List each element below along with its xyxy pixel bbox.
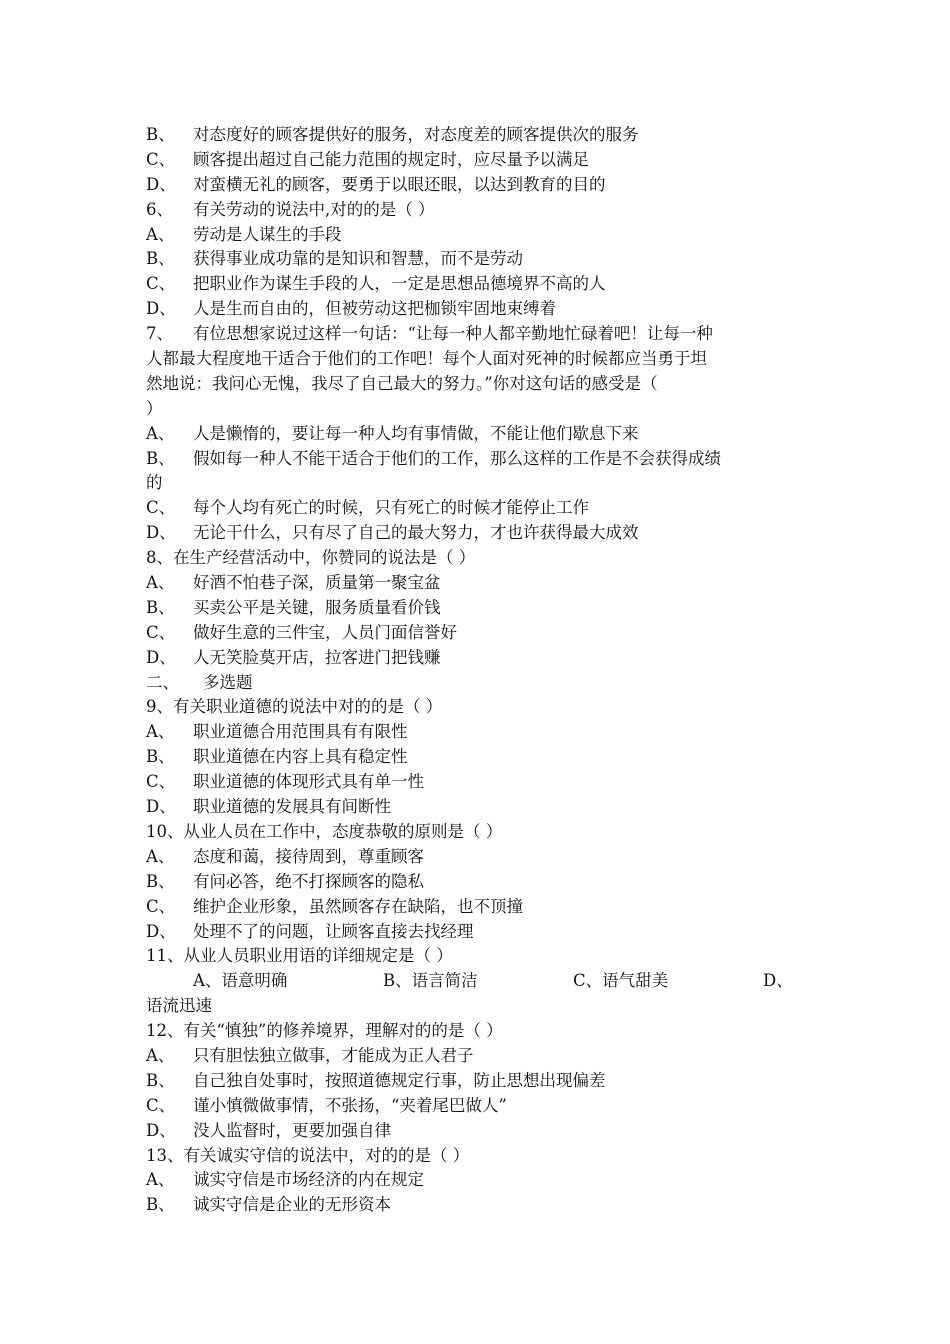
option-label: A、 (146, 423, 175, 443)
question-line (146, 695, 810, 720)
option-label: D、 (146, 174, 176, 194)
option-line (146, 596, 810, 621)
continuation-line: 然地说：我问心无愧，我尽了自己最大的努力。”你对这句话的感受是（ (146, 373, 658, 393)
option-label: B、 (146, 747, 175, 767)
option-text: 诚实守信是市场经济的内在规定 (193, 1170, 424, 1190)
option-line (146, 1119, 810, 1144)
option-text: 每个人均有死亡的时候，只有死亡的时候才能停止工作 (193, 498, 589, 518)
option-b: B、语言简洁 (383, 971, 478, 991)
option-line (146, 646, 810, 671)
option-line (146, 247, 810, 272)
option-label: B、 (146, 448, 175, 468)
option-label: A、 (146, 224, 175, 244)
option-label: D、 (146, 523, 176, 543)
question-text: 有关劳动的说法中,对的的是（ ） (193, 199, 435, 219)
option-label: B、 (146, 871, 175, 891)
option-label: C、 (146, 622, 176, 642)
option-line (146, 496, 810, 521)
option-label: D、 (146, 797, 176, 817)
option-label: B、 (146, 1070, 175, 1090)
option-line (146, 1168, 810, 1193)
option-text: 假如每一种人不能干适合于他们的工作，那么这样的工作是不会获得成绩 (193, 448, 721, 468)
option-label: C、 (146, 149, 176, 169)
option-label: B、 (146, 125, 175, 144)
question-text: 从业人员职业用语的详细规定是（ ） (183, 946, 453, 966)
option-text: 诚实守信是企业的无形资本 (193, 1195, 391, 1215)
section-number: 二、 (146, 672, 179, 692)
question-number: 10、 (146, 821, 184, 841)
option-text: 只有胆怯独立做事，才能成为正人君子 (193, 1045, 474, 1065)
continuation-line: 的 (146, 473, 163, 493)
option-text: 职业道德的体现形式具有单一性 (193, 772, 424, 792)
question-line (146, 198, 810, 223)
option-line (146, 123, 810, 148)
option-text: 顾客提出超过自己能力范围的规定时，应尽量予以满足 (193, 149, 589, 169)
option-label: B、 (146, 249, 175, 269)
option-label: C、 (146, 1095, 176, 1115)
question-number: 13、 (146, 1145, 184, 1165)
option-line (146, 297, 810, 322)
option-line (146, 895, 810, 920)
continuation-line: 语流迅速 (146, 996, 212, 1016)
option-text: 把职业作为谋生手段的人，一定是思想品德境界不高的人 (193, 274, 606, 294)
option-text: 没人监督时，更要加强自律 (193, 1120, 391, 1140)
options-row (146, 969, 810, 994)
continuation-line: 人都最大程度地干适合于他们的工作吧！每个人面对死神的时候都应当勇于坦 (146, 349, 707, 369)
option-line (146, 870, 810, 895)
option-text: 获得事业成功靠的是知识和智慧，而不是劳动 (193, 249, 523, 269)
question-number: 6、 (146, 199, 173, 219)
option-line (146, 1069, 810, 1094)
option-line (146, 745, 810, 770)
question-text: 有关职业道德的说法中对的的是（ ） (173, 697, 443, 717)
question-text: 在生产经营活动中，你赞同的说法是（ ） (173, 548, 476, 568)
option-text: 维护企业形象，虽然顾客存在缺陷，也不顶撞 (193, 896, 523, 916)
question-number: 9、 (146, 697, 173, 717)
option-text: 对蛮横无礼的顾客，要勇于以眼还眼，以达到教育的目的 (193, 174, 606, 194)
option-line (146, 272, 810, 297)
question-line (146, 546, 810, 571)
option-line (146, 845, 810, 870)
option-line (146, 173, 810, 198)
option-line (146, 422, 810, 447)
option-line (146, 621, 810, 646)
question-line (146, 322, 810, 347)
option-line (146, 720, 810, 745)
question-number: 7、 (146, 324, 173, 344)
option-a: A、语意明确 (193, 971, 288, 991)
question-line (146, 944, 810, 969)
option-line (146, 770, 810, 795)
option-label: C、 (146, 274, 176, 294)
option-line (146, 795, 810, 820)
section-heading (146, 671, 810, 696)
option-line (146, 223, 810, 248)
option-text: 态度和蔼，接待周到，尊重顾客 (193, 846, 424, 866)
option-label: A、 (146, 1170, 175, 1190)
option-text: 处理不了的问题，让顾客直接去找经理 (193, 921, 474, 941)
section-title: 多选题 (203, 672, 253, 692)
option-label: B、 (146, 597, 175, 617)
option-label: C、 (146, 772, 176, 792)
option-line (146, 148, 810, 173)
option-text: 有问必答，绝不打探顾客的隐私 (193, 871, 424, 891)
option-line (146, 1193, 810, 1218)
option-d: D、 (763, 971, 793, 991)
option-label: C、 (146, 896, 176, 916)
option-label: D、 (146, 1120, 176, 1140)
option-label: A、 (146, 722, 175, 742)
option-text: 对态度好的顾客提供好的服务，对态度差的顾客提供次的服务 (193, 125, 639, 144)
question-line (146, 1144, 810, 1169)
continuation-line: ） (146, 398, 163, 418)
option-label: C、 (146, 498, 176, 518)
option-line (146, 521, 810, 546)
option-label: D、 (146, 921, 176, 941)
option-text: 做好生意的三件宝，人员门面信誉好 (193, 622, 457, 642)
option-text: 好酒不怕巷子深，质量第一聚宝盆 (193, 573, 441, 593)
option-text: 职业道德合用范围具有有限性 (193, 722, 408, 742)
question-line (146, 1019, 810, 1044)
option-text: 人无笑脸莫开店，拉客进门把钱赚 (193, 647, 441, 667)
option-label: D、 (146, 647, 176, 667)
option-text: 自己独自处事时，按照道德规定行事，防止思想出现偏差 (193, 1070, 606, 1090)
option-label: A、 (146, 846, 175, 866)
question-number: 8、 (146, 548, 173, 568)
option-c: C、语气甜美 (573, 971, 669, 991)
question-text: 从业人员在工作中，态度恭敬的原则是（ ） (183, 821, 503, 841)
option-text: 职业道德在内容上具有稳定性 (193, 747, 408, 767)
option-line (146, 1094, 810, 1119)
option-text: 谨小慎微做事情，不张扬，“夹着尾巴做人” (193, 1095, 507, 1115)
question-text: 有关诚实守信的说法中，对的的是（ ） (183, 1145, 470, 1165)
question-text: 有位思想家说过这样一句话：“让每一种人都辛勤地忙碌着吧！让每一种 (193, 324, 713, 344)
option-text: 无论干什么，只有尽了自己的最大努力，才也许获得最大成效 (193, 523, 639, 543)
option-line (146, 920, 810, 945)
option-text: 买卖公平是关键，服务质量看价钱 (193, 597, 441, 617)
option-line (146, 1044, 810, 1069)
option-label: D、 (146, 299, 176, 319)
option-text: 人是懒惰的，要让每一种人均有事情做，不能让他们歇息下来 (193, 423, 639, 443)
question-line (146, 820, 810, 845)
question-text: 有关“慎独”的修养境界，理解对的的是（ ） (183, 1021, 503, 1041)
option-label: A、 (146, 573, 175, 593)
option-label: B、 (146, 1195, 175, 1215)
question-number: 11、 (146, 946, 184, 966)
option-label: A、 (146, 1045, 175, 1065)
option-text: 职业道德的发展具有间断性 (193, 797, 391, 817)
option-line (146, 447, 810, 472)
question-number: 12、 (146, 1021, 184, 1041)
option-line (146, 571, 810, 596)
option-text: 劳动是人谋生的手段 (193, 224, 342, 244)
option-text: 人是生而自由的，但被劳动这把枷锁牢固地束缚着 (193, 299, 556, 319)
